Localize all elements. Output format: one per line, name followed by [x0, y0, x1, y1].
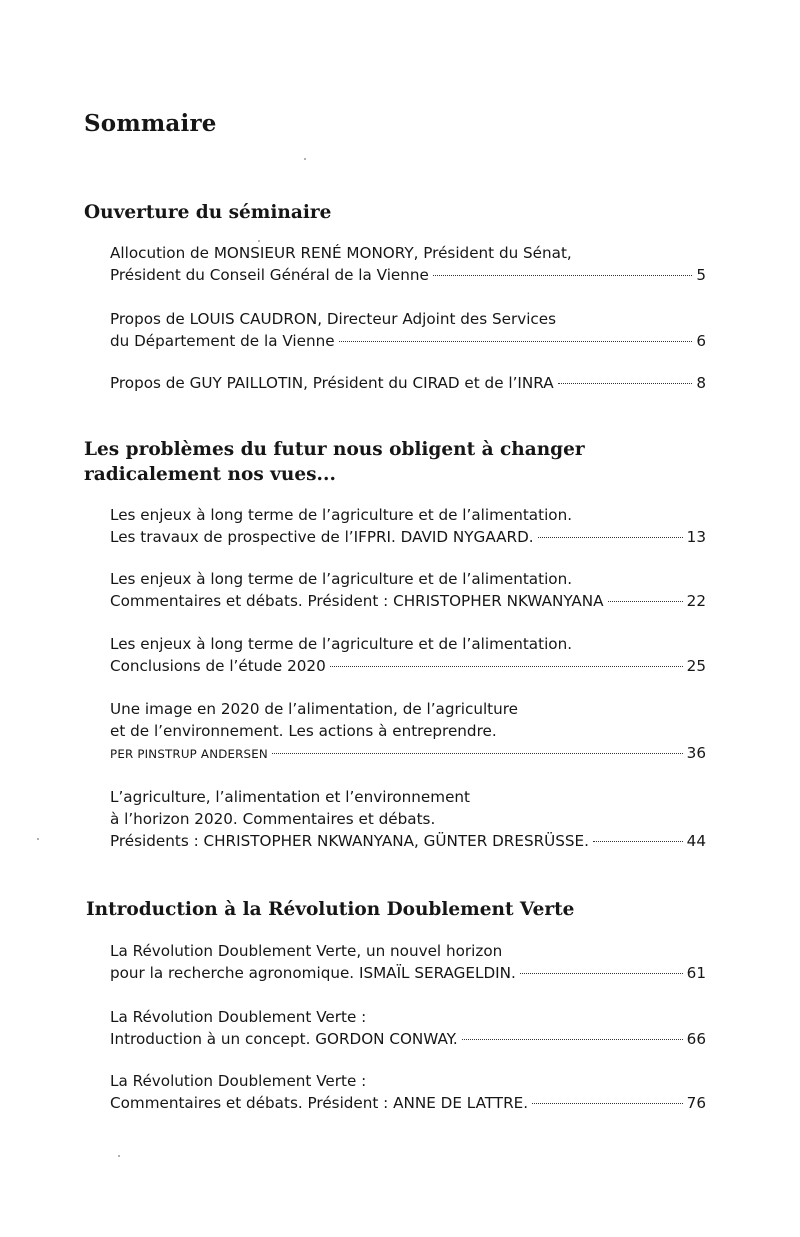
toc-entry[interactable]: Les enjeux à long terme de l’agriculture et de l’alimentation. Commentaires et débats. Président : CHRISTOPHER NKWANYANA 22 — [110, 570, 706, 610]
page-title: Sommaire — [84, 110, 217, 137]
page-number: 76 — [686, 1094, 706, 1112]
section-heading-problems: Les problèmes du futur nous obligent à changer radicalement nos vues... — [84, 439, 585, 485]
scan-speck — [37, 838, 39, 840]
page-number: 25 — [686, 657, 706, 675]
scan-speck — [258, 240, 260, 242]
dot-leader — [462, 1039, 683, 1040]
toc-entry[interactable]: Propos de LOUIS CAUDRON, Directeur Adjoint des Services du Département de la Vienne 6 — [110, 310, 706, 350]
toc-entry[interactable]: Allocution de MONSIEUR RENÉ MONORY, Président du Sénat, Président du Conseil Général de la Vienne 5 — [110, 244, 706, 284]
toc-entry[interactable]: La Révolution Doublement Verte, un nouvel horizon pour la recherche agronomique. ISMAÏL SERAGELDIN. 61 — [110, 942, 706, 982]
page-number: 36 — [686, 744, 706, 762]
toc-entry[interactable]: Les enjeux à long terme de l’agriculture et de l’alimentation. Conclusions de l’étude 2020 25 — [110, 635, 706, 675]
dot-leader — [339, 341, 693, 342]
section-heading-introduction: Introduction à la Révolution Doublement Verte — [86, 899, 575, 920]
dot-leader — [608, 601, 683, 602]
dot-leader — [520, 973, 683, 974]
page-number: 66 — [686, 1030, 706, 1048]
dot-leader — [272, 753, 683, 754]
page-number: 6 — [696, 332, 706, 350]
toc-entry[interactable]: La Révolution Doublement Verte : Introduction à un concept. GORDON CONWAY. 66 — [110, 1008, 706, 1048]
toc-entry[interactable]: Propos de GUY PAILLOTIN, Président du CIRAD et de l’INRA 8 — [110, 374, 706, 392]
page-number: 13 — [686, 528, 706, 546]
dot-leader — [538, 537, 683, 538]
scan-speck — [304, 158, 306, 160]
section-heading-opening: Ouverture du séminaire — [84, 202, 332, 223]
page-number: 44 — [686, 832, 706, 850]
dot-leader — [433, 275, 692, 276]
scan-speck — [118, 1155, 120, 1157]
page-number: 8 — [696, 374, 706, 392]
page-number: 5 — [696, 266, 706, 284]
toc-entry[interactable]: L’agriculture, l’alimentation et l’environnement à l’horizon 2020. Commentaires et débats. Présidents : CHRISTOPHER NKWANYANA, GÜNTER DRESRÜSSE. 44 — [110, 788, 706, 850]
dot-leader — [532, 1103, 683, 1104]
dot-leader — [558, 383, 693, 384]
dot-leader — [330, 666, 683, 667]
page-number: 22 — [686, 592, 706, 610]
dot-leader — [593, 841, 683, 842]
toc-entry[interactable]: La Révolution Doublement Verte : Commentaires et débats. Président : ANNE DE LATTRE. 76 — [110, 1072, 706, 1112]
toc-entry[interactable]: Les enjeux à long terme de l’agriculture et de l’alimentation. Les travaux de prospective de l’IFPRI. DAVID NYGAARD. 13 — [110, 506, 706, 546]
toc-entry[interactable]: Une image en 2020 de l’alimentation, de l’agriculture et de l’environnement. Les actions à entreprendre. PER PINSTRUP ANDERSEN 36 — [110, 700, 706, 762]
page-number: 61 — [686, 964, 706, 982]
